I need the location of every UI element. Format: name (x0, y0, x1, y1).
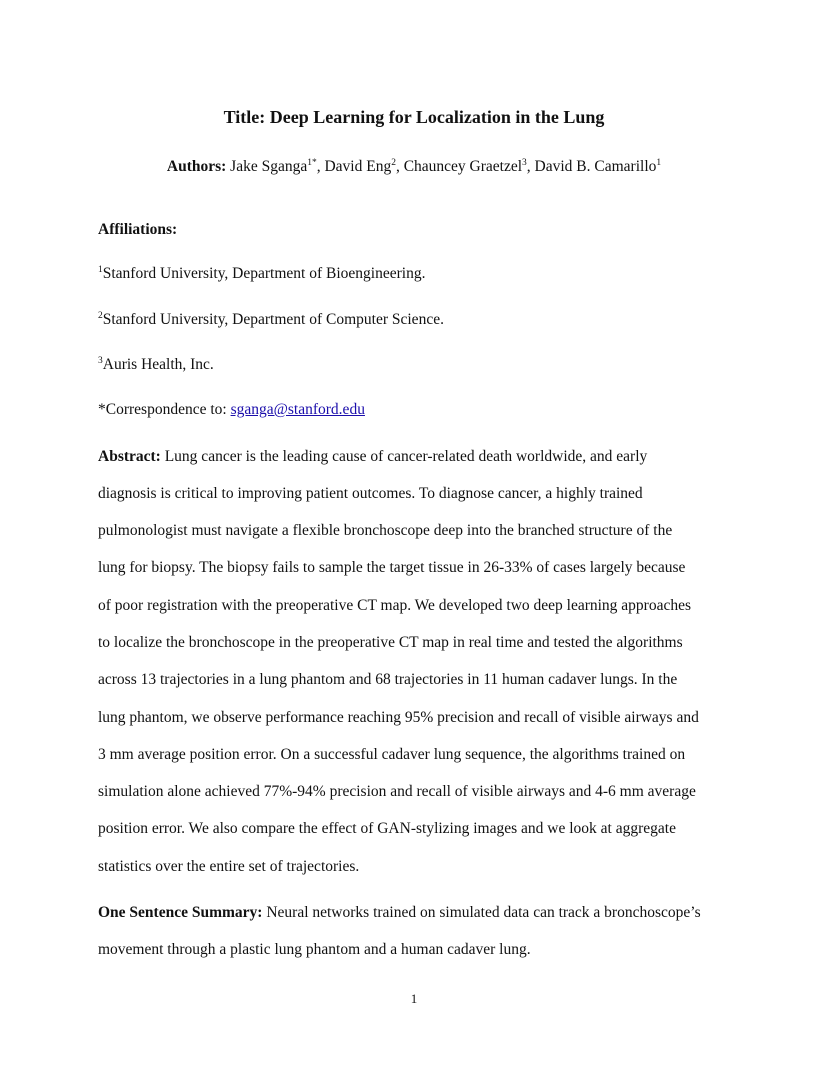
affiliation-mark: 3 (98, 355, 103, 366)
summary-line (98, 903, 701, 923)
affiliation-mark: 1 (98, 264, 103, 275)
abstract-line: to localize the bronchoscope in the preoperative CT map in real time and tested the algorithms (98, 634, 683, 651)
affiliation-item (98, 264, 425, 284)
author-name: David Eng (324, 158, 392, 175)
affiliation-text: Stanford University, Department of Bioengineering. (102, 265, 426, 282)
page-number: 1 (410, 991, 418, 1006)
affiliation-item (98, 310, 444, 330)
author-name: Jake Sganga (226, 158, 308, 175)
author-name: Chauncey Graetzel (403, 158, 523, 175)
abstract-line: across 13 trajectories in a lung phantom and 68 trajectories in 11 human cadaver lungs. In the (98, 671, 678, 688)
affiliations-heading: Affiliations: (98, 221, 178, 238)
abstract-line: 3 mm average position error. On a successful cadaver lung sequence, the algorithms trained on (98, 746, 686, 763)
abstract-text: Lung cancer is the leading cause of cancer-related death worldwide, and early (160, 448, 648, 465)
author-separator: , (316, 158, 325, 175)
affiliation-mark: 2 (98, 310, 103, 321)
author-separator: , (395, 158, 404, 175)
author-line (0, 157, 828, 177)
abstract-line: position error. We also compare the effect of GAN-stylizing images and we look at aggregate (98, 820, 676, 837)
abstract-line: diagnosis is critical to improving patient outcomes. To diagnose cancer, a highly trained (98, 485, 643, 502)
affiliation-text: Auris Health, Inc. (102, 356, 214, 373)
summary-line: movement through a plastic lung phantom and a human cadaver lung. (98, 941, 531, 958)
author-name: David B. Camarillo (534, 158, 657, 175)
email-link[interactable]: sganga@stanford.edu (230, 401, 365, 418)
summary-label: One Sentence Summary: (98, 904, 263, 921)
abstract-line: pulmonologist must navigate a flexible bronchoscope deep into the branched structure of the (98, 522, 673, 539)
correspondence-label: *Correspondence to: (98, 401, 231, 418)
author-affiliation-mark: 2 (391, 157, 396, 168)
abstract-line: of poor registration with the preoperative CT map. We developed two deep learning approaches (98, 597, 692, 614)
abstract-line: lung for biopsy. The biopsy fails to sample the target tissue in 26-33% of cases largely because (98, 559, 686, 576)
correspondence-line (98, 400, 365, 420)
abstract-line: lung phantom, we observe performance reaching 95% precision and recall of visible airways and (98, 709, 699, 726)
affiliation-text: Stanford University, Department of Computer Science. (102, 311, 444, 328)
author-affiliation-mark: 1 (656, 157, 662, 168)
summary-text: Neural networks trained on simulated data can track a bronchoscope’s (262, 904, 701, 921)
paper-title: Title: Deep Learning for Localization in the Lung (223, 107, 605, 127)
authors-label: Authors: (166, 158, 227, 175)
abstract-line (98, 447, 647, 467)
abstract-line: statistics over the entire set of trajectories. (98, 858, 360, 875)
author-separator: , (526, 158, 535, 175)
author-affiliation-mark: 1* (307, 157, 317, 168)
affiliation-item (98, 355, 214, 375)
abstract-label: Abstract: (98, 448, 161, 465)
author-affiliation-mark: 3 (522, 157, 527, 168)
abstract-line: simulation alone achieved 77%-94% precision and recall of visible airways and 4-6 mm average (98, 783, 696, 800)
